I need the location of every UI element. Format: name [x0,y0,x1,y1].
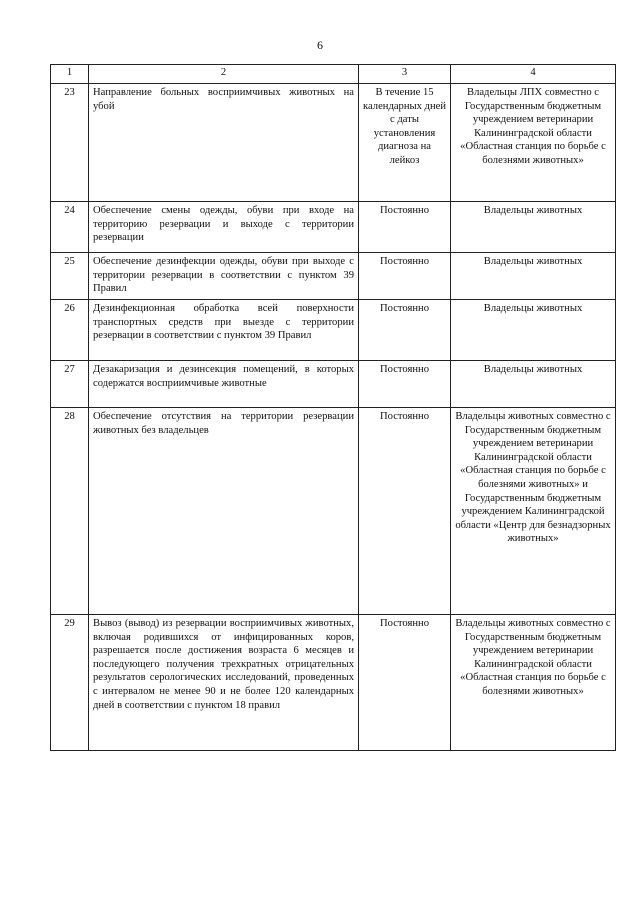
row-term: Постоянно [359,615,451,751]
row-number: 23 [51,84,89,202]
row-action: Вывоз (вывод) из резервации восприимчивых животных, включая родившихся от инфицированных коров, разрешается после достижения возраста 6 месяцев и последующего получения трехкратных отрицательных результатов серологических исследований, проведенных с интервалом не менее 90 и не более 120 календарных дней в соответствии с пунктом 18 правил [89,615,359,751]
table-row [51,84,616,202]
row-number: 26 [51,300,89,361]
row-term: Постоянно [359,202,451,253]
table-header-row [51,65,616,84]
row-term: Постоянно [359,253,451,300]
table-row [51,253,616,300]
row-term: Постоянно [359,361,451,408]
row-action: Обеспечение отсутствия на территории резервации животных без владельцев [89,408,359,615]
row-responsible: Владельцы ЛПХ совместно с Государственным бюджетным учреждением ветеринарии Калининградской области «Областная станция по борьбе с болезнями животных» [451,84,616,202]
row-term: Постоянно [359,408,451,615]
table-row [51,361,616,408]
row-responsible: Владельцы животных [451,253,616,300]
row-responsible: Владельцы животных совместно с Государственным бюджетным учреждением ветеринарии Калининградской области «Областная станция по борьбе с болезнями животных» [451,615,616,751]
table-row [51,408,616,615]
row-responsible: Владельцы животных [451,361,616,408]
row-number: 29 [51,615,89,751]
row-term: В течение 15 календарных дней с даты установления диагноза на лейкоз [359,84,451,202]
measures-table [50,64,616,751]
row-number: 28 [51,408,89,615]
row-responsible: Владельцы животных [451,202,616,253]
header-cell-term: 3 [359,65,451,84]
table-row [51,300,616,361]
row-term: Постоянно [359,300,451,361]
row-action: Дезакаризация и дезинсекция помещений, в которых содержатся восприимчивые животные [89,361,359,408]
row-number: 25 [51,253,89,300]
row-action: Дезинфекционная обработка всей поверхности транспортных средств при выезде с территории резервации в соответствии с пунктом 39 Правил [89,300,359,361]
row-action: Направление больных восприимчивых животных на убой [89,84,359,202]
header-cell-responsible: 4 [451,65,616,84]
row-responsible: Владельцы животных совместно с Государственным бюджетным учреждением ветеринарии Калининградской области «Областная станция по борьбе с болезнями животных» и Государственным бюджетным учреждением Калининградской области «Центр для безнадзорных животных» [451,408,616,615]
header-cell-action: 2 [89,65,359,84]
page-number: 6 [317,38,323,52]
table-row [51,615,616,751]
row-number: 24 [51,202,89,253]
row-action: Обеспечение смены одежды, обуви при входе на территорию резервации и выходе с территории резервации [89,202,359,253]
row-responsible: Владельцы животных [451,300,616,361]
table-row [51,202,616,253]
header-cell-number: 1 [51,65,89,84]
row-number: 27 [51,361,89,408]
row-action: Обеспечение дезинфекции одежды, обуви при выходе с территории резервации в соответствии с пунктом 39 Правил [89,253,359,300]
